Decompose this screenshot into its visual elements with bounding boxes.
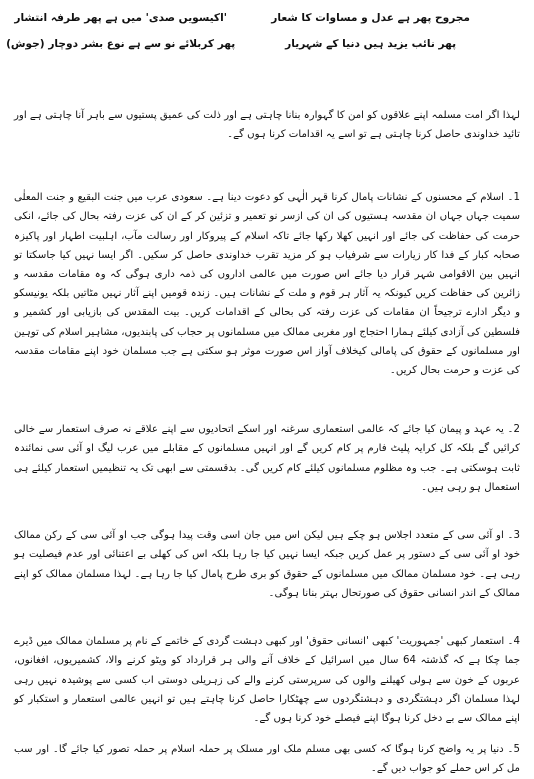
point-3-paragraph: 3۔ او آئی سی کے متعدد اجلاس ہو چکے ہیں لیکن اس میں جان اسی وقت پیدا ہوگی جب او آئی سی کے رکن ممالک خود او آئی سی کے دستور پر عمل کریں جبکہ ایسا نہیں کیا جا رہا بلکہ اس کی کھلی بے اعتنائی اور عدم فیصلیت ہو رہی ہے۔ خود مسلمان ممالک میں مسلمانوں کے حقوق کو بری طرح پامال کیا جا رہا ہے۔ لہذا مسلمان ممالک کو اپنے ممالک کے اندر انسانی حقوق کی صورتحال بہتر بنانا ہوگی۔ xyxy=(14,530,520,599)
point-5-paragraph: 5۔ دنیا پر یہ واضح کرنا ہوگا کہ کسی بھی مسلم ملک اور مسلک پر حملہ اسلام پر حملہ تصور کیا جائے گا۔ اور سب مل کر اس حملے کو جواب دیں گے۔ xyxy=(14,744,520,775)
poem-line-1-left: 'اکیسویں صدی' میں ہے پھر طرفہ انتشار xyxy=(14,12,227,24)
point-1-paragraph: 1۔ اسلام کے محسنوں کے نشانات پامال کرنا قہر الٰہی کو دعوت دینا ہے۔ سعودی عرب میں جنت البقیع و جنت المعلٰی سمیت جہاں جہاں ان مقدسہ ہستیوں کی ان کی ازسر نو تعمیر و تزئین کر کے ان کی عزت رفتہ بحال کی جائے، انکی حرمت کی حفاظت کی جائے اور انہیں کھلا رکھا جائے تاکہ اسلام کے پیروکار اور رسالت مآب، اہلبیت اطہار اور پاکیزہ صحابہ کبار کے فدا کار زیارات سے شرفیاب ہو کر مزید تقرب خداوندی حاصل کر سکیں۔ اگر ایسا نہیں کیا جاسکتا تو انہیں بین الاقوامی شہر قرار دیا جائے اس صورت میں عالمی اداروں کی ذمہ داری ہوگی کہ وہ مقامات مقدسہ و زائرین کی حفاظت کریں کیونکہ یہ آثار ہر قوم و ملت کے نشانات ہیں۔ زندہ قومیں اپنے آثار نہیں مٹاتیں بلکہ یونیسکو و دیگر ادارے ترجیحاً ان مقامات کی عزت رفتہ کی بحالی کے اقدامات کریں۔ بیت المقدس کی بازیابی اور کشمیر و فلسطین کی آزادی کیلئے ہمارا احتجاج اور مغربی ممالک میں مسلمانوں پر حجاب کی پابندیوں، مشاہیر اسلام کی توہین اور مسلمانوں کے حقوق کی پامالی کیخلاف آواز اس صورت موثر ہو سکتی ہے جب مسلمان خود اپنے مقامات مقدسہ کی عزت و حرمت بحال کریں۔ xyxy=(14,192,520,377)
point-4-paragraph: 4۔ استعمار کبھی 'جمہوریت' کبھی 'انسانی حقوق' اور کبھی دہشت گردی کے خاتمے کے نام پر مسلمان ممالک میں ڈیرے جما چکا ہے کہ گذشتہ 64 سال میں اسرائیل کے خلاف آنے والی ہر قرارداد کو ویٹو کرنے والا، کشمیریوں، افغانوں، عربوں کے خون سے ہولی کھیلنے والوں کی سرپرستی کرنے والے کی زہریلی دوستی اب کسی سے پوشیدہ نہیں رہی لہذا مسلمان اگر دہشتگردی و دہشتگردوں سے چھٹکارا حاصل کرنا چاہتے ہیں تو انہیں عالمی استعمار و استکبار کو اپنے ممالک سے بے دخل کرنا ہوگا اپنے فیصلے خود کرنا ہوں گے۔ xyxy=(14,636,521,724)
poem-line-1-right: مجروح پھر ہے عدل و مساوات کا شعار xyxy=(271,12,470,24)
poem-line-2-left: پھر کربلائے نو سے ہے نوع بشر دوچار (جوش) xyxy=(6,38,236,50)
intro-paragraph: لہذا اگر امت مسلمہ اپنے علاقوں کو امن کا گہوارہ بنانا چاہتی ہے اور ذلت کی عمیق پستیوں سے باہر آنا چاہتی ہے اور تائید خداوندی حاصل کرنا چاہتی ہے تو اسے یہ اقدامات کرنا ہوں گے۔ xyxy=(14,110,520,141)
poem-epigraph xyxy=(6,10,470,52)
poem-line-2-right: پھر نائب یزید ہیں دنیا کے شہریار xyxy=(285,38,457,50)
point-2-paragraph: 2۔ یہ عہد و پیمان کیا جائے کہ عالمی استعماری سرغنہ اور اسکے اتحادیوں سے اپنے علاقے نہ صرف استعمار سے خالی کرائیں گے بلکہ کل کرایہ پلیٹ فارم پر کام کریں گے اور انہیں مسلمانوں کے مقابلے میں عرب لیگ او آئی سی نمائندہ ثابت ہوسکتی ہے۔ جب وہ مظلوم مسلمانوں کیلئے کام کریں گی۔ بدقسمتی سے ابھی تک یہ تنظیمیں استعمار کیلئے ہی استعمال ہو رہی ہیں۔ xyxy=(14,424,520,493)
